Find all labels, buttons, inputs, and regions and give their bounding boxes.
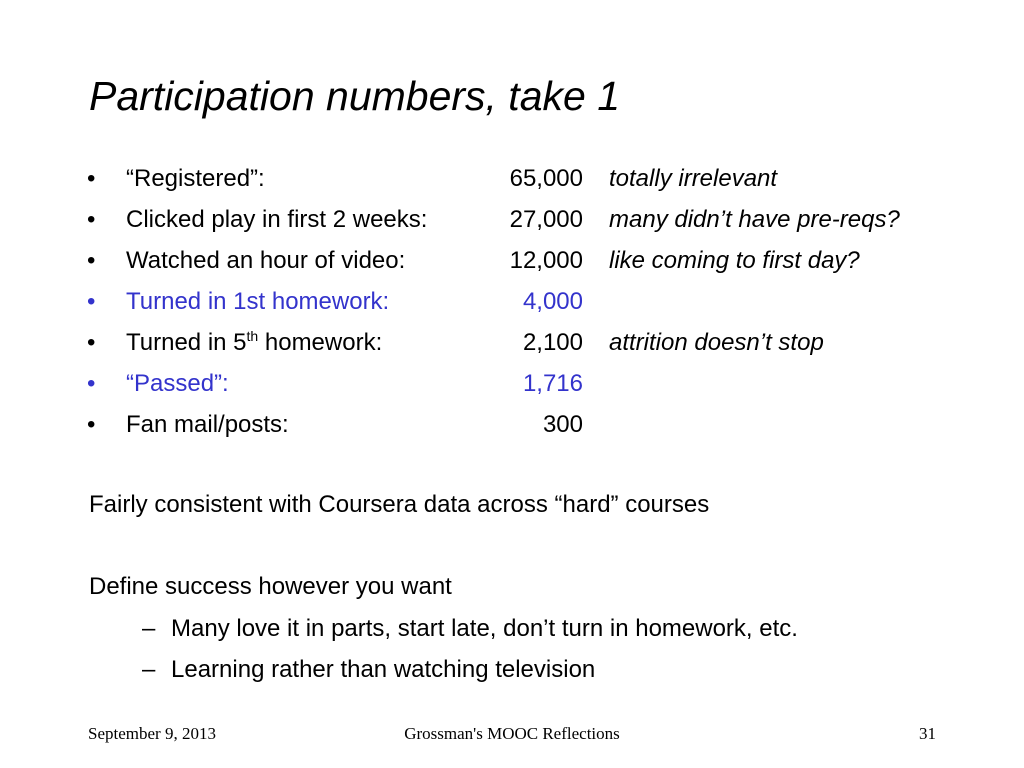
stat-row-first-homework bbox=[0, 281, 1024, 322]
stat-label: Clicked play in first 2 weeks: bbox=[126, 206, 428, 233]
success-point-text: Learning rather than watching television bbox=[171, 656, 596, 683]
bullet-icon: • bbox=[87, 329, 96, 356]
success-point-text: Many love it in parts, start late, don’t turn in homework, etc. bbox=[171, 615, 798, 642]
slide-title: Participation numbers, take 1 bbox=[89, 73, 620, 119]
bullet-icon: • bbox=[87, 247, 96, 274]
stat-label: Turned in 1st homework: bbox=[126, 288, 390, 315]
stat-note: many didn’t have pre-reqs? bbox=[609, 206, 900, 233]
stat-value: 65,000 bbox=[509, 165, 583, 192]
stat-label: Fan mail/posts: bbox=[126, 411, 289, 438]
stat-row-watched-hour bbox=[0, 240, 1024, 281]
stat-label: Watched an hour of video: bbox=[126, 247, 406, 274]
stat-value: 27,000 bbox=[509, 206, 583, 233]
stat-label-prefix: Turned in 5 bbox=[126, 329, 247, 356]
consistency-statement: Fairly consistent with Coursera data across “hard” courses bbox=[89, 491, 710, 518]
dash-bullet-icon: – bbox=[142, 615, 156, 642]
stat-value: 300 bbox=[542, 411, 583, 438]
stat-value: 1,716 bbox=[522, 370, 583, 397]
success-points-list bbox=[0, 608, 1024, 690]
stat-label bbox=[126, 322, 382, 363]
stat-value: 4,000 bbox=[522, 288, 583, 315]
stat-row-passed bbox=[0, 363, 1024, 404]
bullet-icon: • bbox=[87, 165, 96, 192]
stat-value: 2,100 bbox=[522, 329, 583, 356]
success-point bbox=[0, 608, 1024, 649]
stat-value: 12,000 bbox=[509, 247, 583, 274]
stat-note: attrition doesn’t stop bbox=[609, 329, 824, 356]
footer-presentation-title: Grossman's MOOC Reflections bbox=[404, 724, 620, 743]
bullet-icon: • bbox=[87, 370, 96, 397]
footer-page-number: 31 bbox=[919, 724, 936, 743]
success-heading: Define success however you want bbox=[89, 573, 452, 600]
stat-note: totally irrelevant bbox=[609, 165, 778, 192]
stat-row-registered bbox=[0, 158, 1024, 199]
stat-label: “Registered”: bbox=[126, 165, 265, 192]
participation-stats-list bbox=[0, 158, 1024, 445]
stat-row-fifth-homework bbox=[0, 322, 1024, 363]
bullet-icon: • bbox=[87, 206, 96, 233]
bullet-icon: • bbox=[87, 288, 96, 315]
stat-note: like coming to first day? bbox=[609, 247, 860, 274]
stat-label: “Passed”: bbox=[126, 370, 229, 397]
ordinal-superscript: th bbox=[246, 328, 259, 344]
stat-label-suffix: homework: bbox=[258, 329, 383, 356]
footer-date: September 9, 2013 bbox=[88, 724, 216, 743]
success-point bbox=[0, 649, 1024, 690]
stat-row-clicked-play bbox=[0, 199, 1024, 240]
bullet-icon: • bbox=[87, 411, 96, 438]
dash-bullet-icon: – bbox=[142, 656, 156, 683]
stat-row-fan-mail bbox=[0, 404, 1024, 445]
